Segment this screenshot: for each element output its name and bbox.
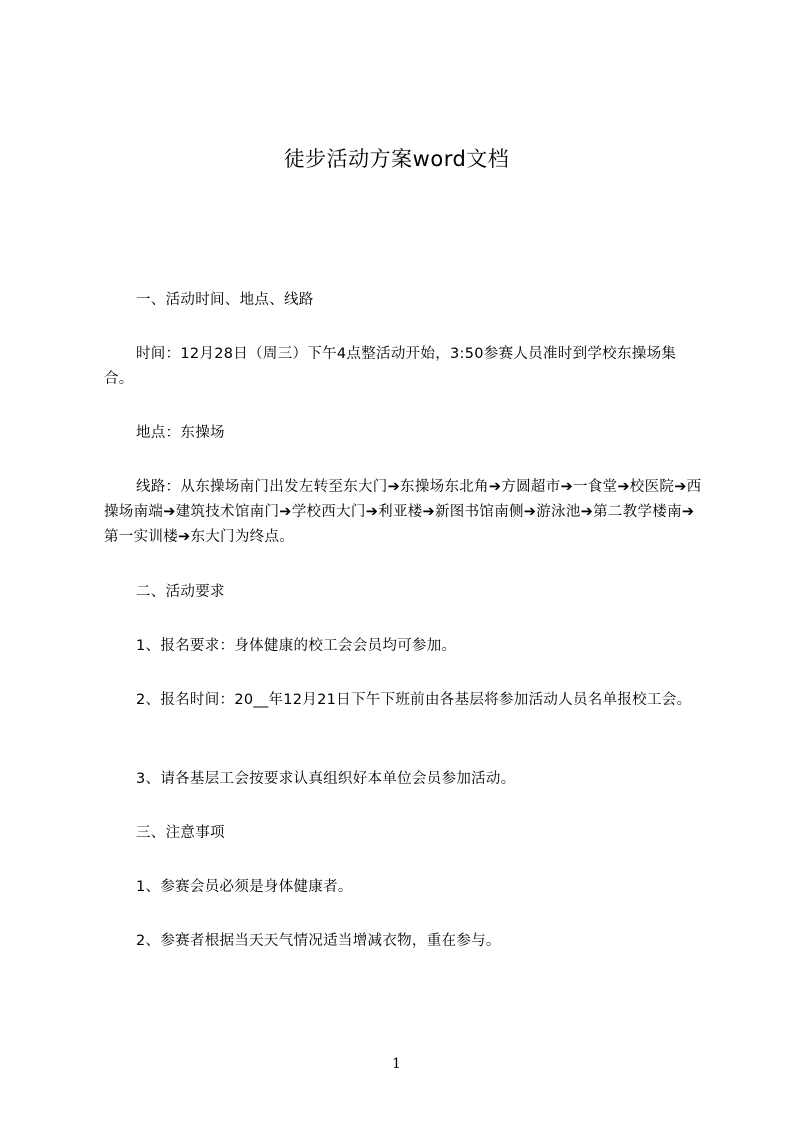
paragraph-requirement-2: 2、报名时间：20__年12月21日下午下班前由各基层将参加活动人员名单报校工会。 bbox=[136, 692, 692, 708]
paragraph-time: 时间：12月28日（周三）下午4点整活动开始，3:50参赛人员准时到学校东操场集合。 bbox=[104, 346, 677, 387]
section-heading-1: 一、活动时间、地点、线路 bbox=[136, 292, 314, 308]
paragraph-requirement-3: 3、请各基层工会按要求认真组织好本单位会员参加活动。 bbox=[136, 771, 516, 787]
page-number: 1 bbox=[392, 1056, 401, 1072]
paragraph-route: 线路：从东操场南门出发左转至东大门➔东操场东北角➔方圆超市➔一食堂➔校医院➔西操场南端➔建筑技术馆南门➔学校西大门➔利亚楼➔新图书馆南侧➔游泳池➔第二教学楼南➔第一实训楼➔东大门为终点。 bbox=[104, 479, 702, 545]
section-heading-3: 三、注意事项 bbox=[136, 825, 225, 841]
paragraph-note-1: 1、参赛会员必须是身体健康者。 bbox=[136, 879, 353, 895]
document-title: 徒步活动方案word文档 bbox=[283, 147, 510, 171]
paragraph-requirement-1: 1、报名要求：身体健康的校工会会员均可参加。 bbox=[136, 638, 457, 654]
paragraph-location: 地点：东操场 bbox=[136, 425, 225, 441]
paragraph-note-2: 2、参赛者根据当天天气情况适当增减衣物，重在参与。 bbox=[136, 933, 501, 949]
section-heading-2: 二、活动要求 bbox=[136, 584, 225, 600]
